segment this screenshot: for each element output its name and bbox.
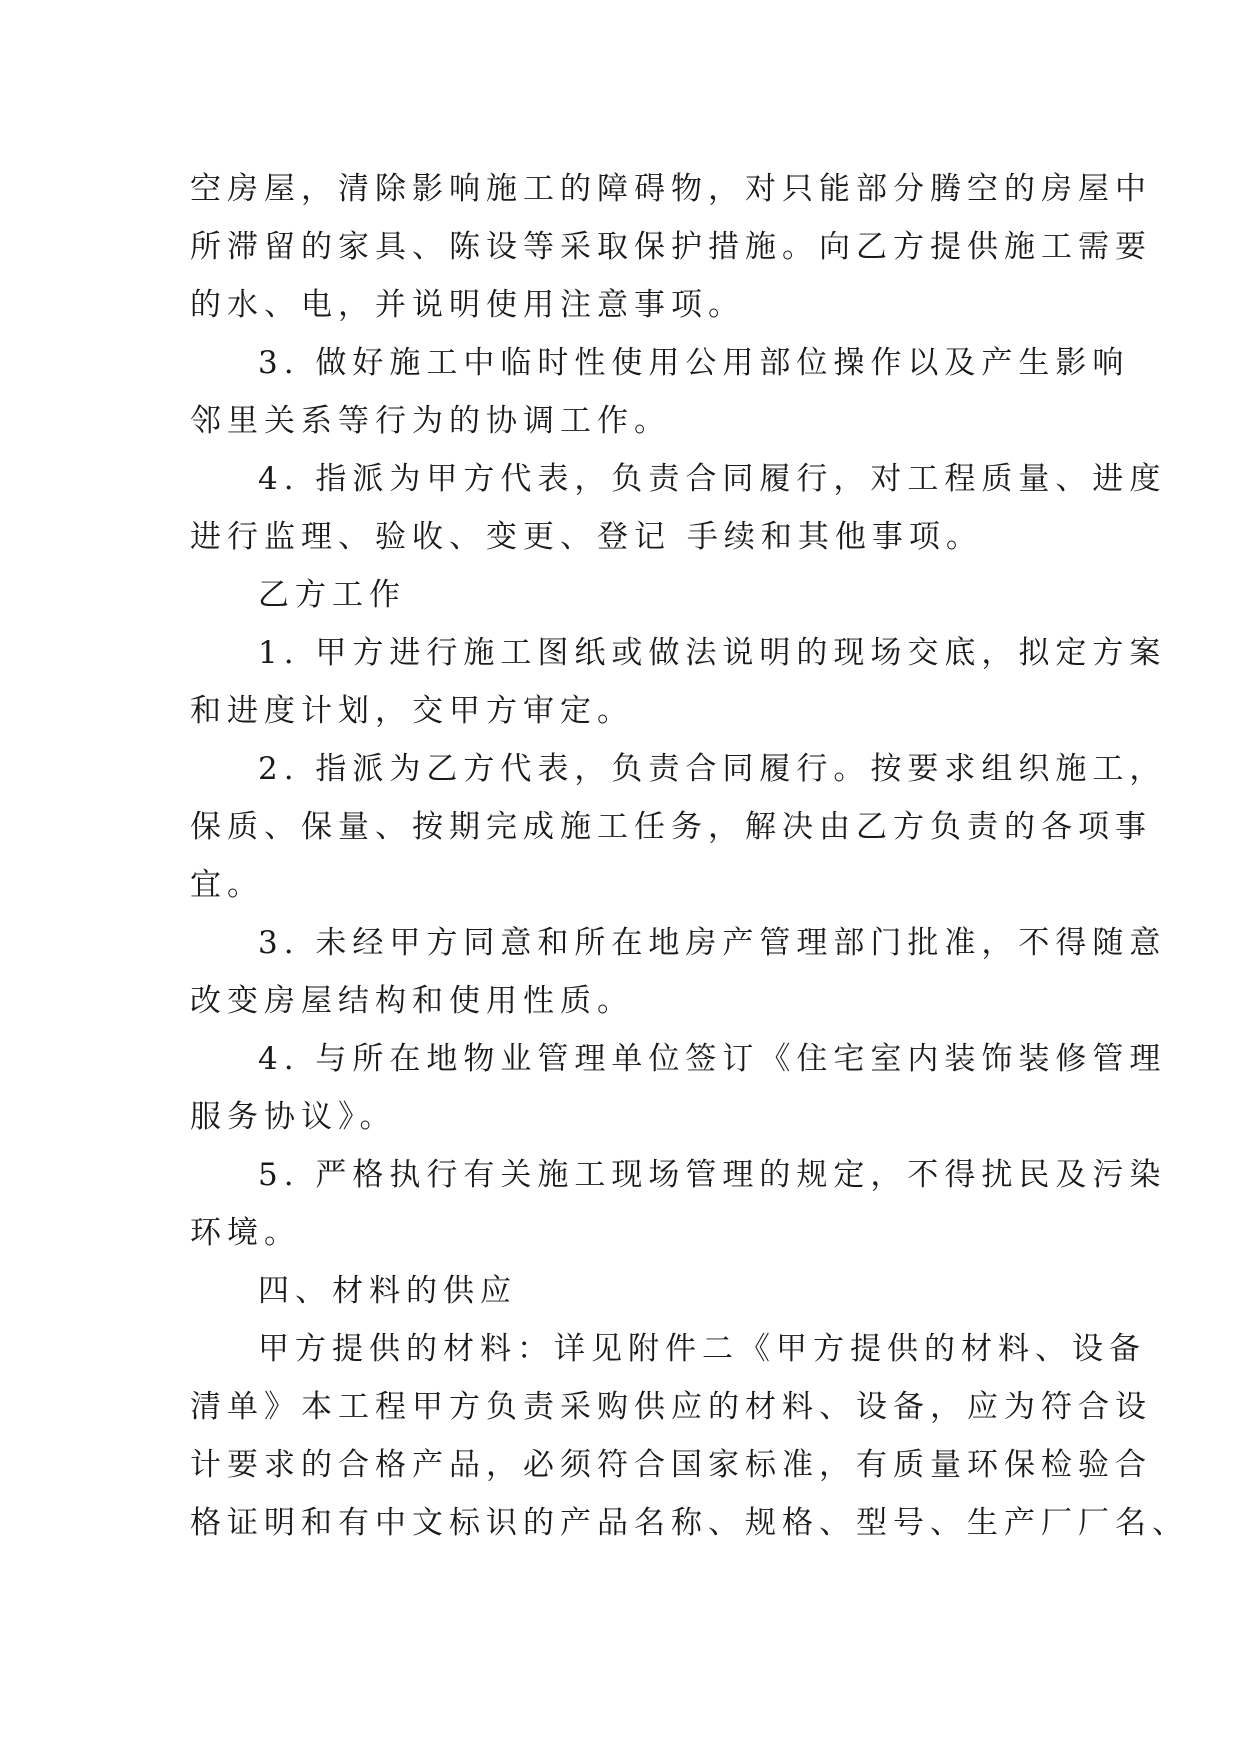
text-line: 2. 指派为乙方代表，负责合同履行。按要求组织施工，: [258, 751, 1167, 787]
text-line: 格证明和有中文标识的产品名称、规格、型号、生产厂厂名、: [190, 1505, 1189, 1541]
paragraph-yi-4: [190, 1030, 1167, 1146]
text-line: 甲方提供的材料：详见附件二《甲方提供的材料、设备: [258, 1331, 1146, 1367]
paragraph-yi-1: [190, 624, 1167, 740]
text-line: 宜。: [190, 867, 264, 903]
text-line: 4. 指派为甲方代表，负责合同履行，对工程质量、进度: [258, 461, 1167, 497]
paragraph-materials: [190, 1320, 1189, 1552]
text-line: 清单》本工程甲方负责采购供应的材料、设备，应为符合设: [190, 1389, 1152, 1425]
paragraph-section-4: [190, 1262, 1060, 1320]
text-line: 空房屋，清除影响施工的障碍物，对只能部分腾空的房屋中: [190, 171, 1152, 207]
text-line: 改变房屋结构和使用性质。: [190, 983, 634, 1019]
paragraph-continuation: [190, 160, 1152, 334]
document-body: [190, 160, 1189, 1552]
paragraph-yi-heading: [190, 566, 1060, 624]
paragraph-yi-2: [190, 740, 1167, 914]
text-line: 邻里关系等行为的协调工作。: [190, 403, 671, 439]
text-line: 服务协议》。: [190, 1099, 397, 1135]
paragraph-jia-4: [190, 450, 1167, 566]
text-line: 保质、保量、按期完成施工任务，解决由乙方负责的各项事: [190, 809, 1152, 845]
paragraph-yi-5: [190, 1146, 1167, 1262]
text-line: 乙方工作: [258, 577, 406, 613]
text-line: 进行监理、验收、变更、登记 手续和其他事项。: [190, 519, 983, 555]
text-line: 计要求的合格产品，必须符合国家标准，有质量环保检验合: [190, 1447, 1152, 1483]
text-line: 四、材料的供应: [258, 1273, 517, 1309]
text-line: 环境。: [190, 1215, 301, 1251]
paragraph-jia-3: [190, 334, 1130, 450]
text-line: 5. 严格执行有关施工现场管理的规定，不得扰民及污染: [258, 1157, 1167, 1193]
text-line: 和进度计划，交甲方审定。: [190, 693, 634, 729]
text-line: 3. 做好施工中临时性使用公用部位操作以及产生影响: [258, 345, 1130, 381]
paragraph-yi-3: [190, 914, 1167, 1030]
text-line: 1. 甲方进行施工图纸或做法说明的现场交底，拟定方案: [258, 635, 1167, 671]
text-line: 4. 与所在地物业管理单位签订《住宅室内装饰装修管理: [258, 1041, 1167, 1077]
text-line: 所滞留的家具、陈设等采取保护措施。向乙方提供施工需要: [190, 229, 1152, 265]
text-line: 3. 未经甲方同意和所在地房产管理部门批准，不得随意: [258, 925, 1167, 961]
text-line: 的水、电，并说明使用注意事项。: [190, 287, 745, 323]
